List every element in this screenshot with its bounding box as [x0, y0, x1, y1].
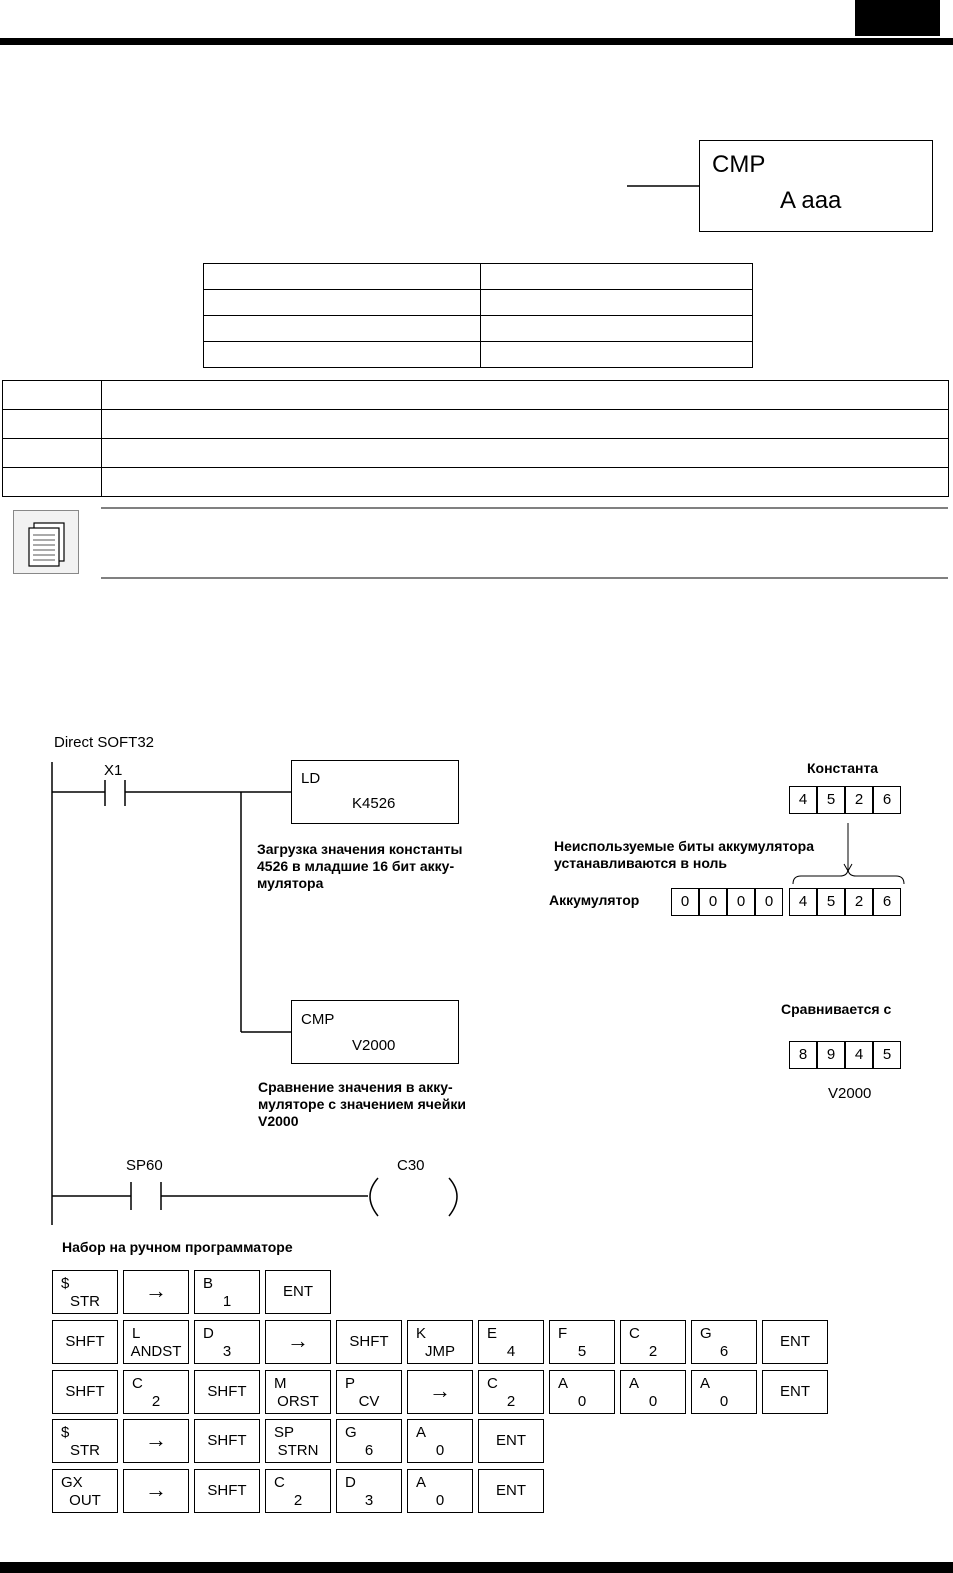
keypad-key: M ORST: [265, 1370, 331, 1414]
contact-sp60-label: SP60: [126, 1157, 163, 1174]
digit-cell: 0: [671, 888, 699, 916]
ld-note: Загрузка значения константы 4526 в младшие 16 бит акку- мулятора: [257, 841, 463, 891]
coil-c30-label: C30: [397, 1157, 425, 1174]
notepad-icon: [13, 510, 79, 574]
cmp-instruction-box: [291, 1000, 459, 1064]
ladder-title: Direct SOFT32: [54, 734, 155, 751]
keypad-key: SHFT: [52, 1320, 118, 1364]
arrow-key-icon: →: [123, 1270, 189, 1314]
keypad-key: ENT: [478, 1419, 544, 1463]
accumulator-label: Аккумулятор: [549, 892, 640, 908]
arrow-key-icon: →: [123, 1419, 189, 1463]
instruction-symbol-box: [699, 140, 933, 232]
cmp-arg: V2000: [352, 1037, 396, 1054]
keypad-key: SHFT: [52, 1370, 118, 1414]
cmp-op: CMP: [301, 1011, 335, 1028]
keypad-key: SP STRN: [265, 1419, 331, 1463]
digit-cell: 5: [873, 1041, 901, 1069]
digit-cell: 0: [727, 888, 755, 916]
digit-cell: 5: [817, 786, 845, 814]
ld-op: LD: [301, 770, 321, 787]
keypad-title: Набор на ручном программаторе: [62, 1239, 293, 1255]
digit-cell: 9: [817, 1041, 845, 1069]
keypad-key: D 3: [336, 1469, 402, 1513]
instruction-op: CMP: [712, 151, 766, 178]
instruction-operand: A aaa: [780, 187, 842, 214]
digit-cell: 2: [845, 888, 873, 916]
digit-cell: 0: [755, 888, 783, 916]
keypad-key: C 2: [265, 1469, 331, 1513]
digit-cell: 4: [789, 888, 817, 916]
keypad-key: A 0: [549, 1370, 615, 1414]
keypad-key: A 0: [407, 1469, 473, 1513]
digit-cell: 4: [789, 786, 817, 814]
arrow-key-icon: →: [265, 1320, 331, 1364]
keypad-key: $ STR: [52, 1419, 118, 1463]
keypad-key: L ANDST: [123, 1320, 189, 1364]
contact-x1-label: X1: [104, 762, 123, 779]
keypad-key: C 2: [123, 1370, 189, 1414]
keypad-key: $ STR: [52, 1270, 118, 1314]
keypad-key: SHFT: [336, 1320, 402, 1364]
keypad-key: GX OUT: [52, 1469, 118, 1513]
cmp-note: Сравнение значения в акку- муляторе с значением ячейки V2000: [258, 1079, 466, 1129]
keypad-key: ENT: [265, 1270, 331, 1314]
digit-cell: 8: [789, 1041, 817, 1069]
keypad-key: G 6: [691, 1320, 757, 1364]
keypad-key: D 3: [194, 1320, 260, 1364]
keypad-key: F 5: [549, 1320, 615, 1364]
keypad-key: C 2: [478, 1370, 544, 1414]
keypad-key: ENT: [762, 1320, 828, 1364]
keypad-key: ENT: [478, 1469, 544, 1513]
ld-instruction-box: [291, 760, 459, 824]
arrow-key-icon: →: [407, 1370, 473, 1414]
keypad-key: SHFT: [194, 1419, 260, 1463]
keypad-key: K JMP: [407, 1320, 473, 1364]
flags-table: [2, 380, 949, 497]
keypad-key: G 6: [336, 1419, 402, 1463]
ld-arg: K4526: [352, 795, 396, 812]
v2000-label: V2000: [828, 1085, 872, 1102]
compared-label: Сравнивается с: [781, 1001, 892, 1017]
keypad-key: SHFT: [194, 1370, 260, 1414]
keypad-key: P CV: [336, 1370, 402, 1414]
digit-cell: 2: [845, 786, 873, 814]
keypad-key: ENT: [762, 1370, 828, 1414]
keypad-key: A 0: [407, 1419, 473, 1463]
digit-cell: 6: [873, 888, 901, 916]
digit-cell: 0: [699, 888, 727, 916]
keypad-key: SHFT: [194, 1469, 260, 1513]
unused-bits-note: Неиспользуемые биты аккумулятора устанавливаются в ноль: [554, 838, 815, 871]
digit-cell: 6: [873, 786, 901, 814]
keypad-key: E 4: [478, 1320, 544, 1364]
arrow-key-icon: →: [123, 1469, 189, 1513]
keypad-key: B 1: [194, 1270, 260, 1314]
digit-cell: 4: [845, 1041, 873, 1069]
constant-label: Константа: [807, 760, 879, 776]
keypad-key: A 0: [691, 1370, 757, 1414]
keypad-key: A 0: [620, 1370, 686, 1414]
keypad-key: C 2: [620, 1320, 686, 1364]
operand-table: [203, 263, 753, 368]
digit-cell: 5: [817, 888, 845, 916]
